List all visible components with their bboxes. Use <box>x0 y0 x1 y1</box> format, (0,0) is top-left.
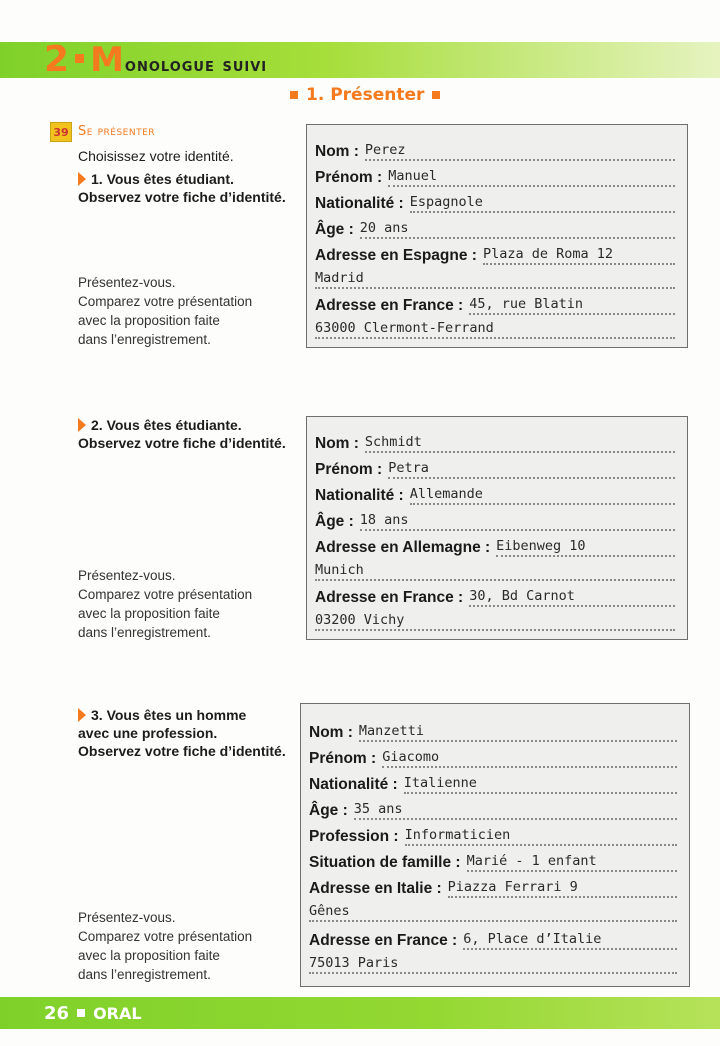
card-row-adresse-2: Adresse en France : 30, Bd Carnot <box>315 583 675 607</box>
field-adresse-1-city: Madrid <box>315 270 675 289</box>
card-row-nationalite: Nationalité : Espagnole <box>315 189 675 213</box>
square-bullet-icon <box>432 91 440 99</box>
field-nationalite: Allemande <box>410 486 675 505</box>
field-adresse-1: Eibenweg 10 <box>496 538 675 557</box>
card-row-prenom: Prénom : Giacomo <box>309 744 677 768</box>
card-row-prenom: Prénom : Petra <box>315 455 675 479</box>
field-nom: Perez <box>365 142 675 161</box>
field-adresse-1: Piazza Ferrari 9 <box>448 879 677 898</box>
section-3-instructions: Présentez-vous. Comparez votre présentation avec la proposition faite dans l’enregistrement. <box>78 910 253 982</box>
field-adresse-2-city: 63000 Clermont-Ferrand <box>315 320 675 339</box>
card-row-adresse-1: Adresse en Allemagne : Eibenweg 10 <box>315 533 675 557</box>
field-adresse-1-city: Gênes <box>309 903 677 922</box>
exercise-number: 39 <box>50 122 72 142</box>
card-row-adresse-1-cont <box>315 265 675 289</box>
id-card-2 <box>306 416 688 640</box>
field-prenom: Giacomo <box>382 749 677 768</box>
field-adresse-2: 30, Bd Carnot <box>469 588 675 607</box>
field-adresse-1-city: Munich <box>315 562 675 581</box>
field-nationalite: Espagnole <box>410 194 675 213</box>
card-row-nom: Nom : Perez <box>315 137 675 161</box>
card-row-age: Âge : 20 ans <box>315 215 675 239</box>
field-age: 35 ans <box>354 801 677 820</box>
card-row-profession: Profession : Informaticien <box>309 822 677 846</box>
id-card-3 <box>300 703 690 987</box>
card-row-adresse-2-cont <box>309 950 677 974</box>
square-bullet-icon <box>77 1009 85 1017</box>
triangle-bullet-icon <box>78 418 86 432</box>
card-row-adresse-2: Adresse en France : 45, rue Blatin <box>315 291 675 315</box>
field-nom: Manzetti <box>359 723 677 742</box>
field-prenom: Manuel <box>388 168 675 187</box>
section-1-intro: 1. Vous êtes étudiant. Observez votre fiche d’identité. <box>78 171 286 205</box>
section-1-instructions: Présentez-vous. Comparez votre présentation avec la proposition faite dans l’enregistrement. <box>78 275 253 347</box>
section-2-intro: 2. Vous êtes étudiante. Observez votre fiche d’identité. <box>78 417 286 451</box>
triangle-bullet-icon <box>78 172 86 186</box>
card-row-adresse-2: Adresse en France : 6, Place d’Italie <box>309 926 677 950</box>
field-adresse-1: Plaza de Roma 12 <box>483 246 675 265</box>
exercise-title: Se présenter <box>78 124 156 139</box>
card-row-adresse-1: Adresse en Espagne : Plaza de Roma 12 <box>315 241 675 265</box>
field-age: 18 ans <box>360 512 675 531</box>
id-card-1 <box>306 124 688 348</box>
page-number: 26 <box>44 1002 70 1024</box>
section-2-instructions: Présentez-vous. Comparez votre présentation avec la proposition faite dans l’enregistrement. <box>78 568 253 640</box>
card-row-adresse-1: Adresse en Italie : Piazza Ferrari 9 <box>309 874 677 898</box>
card-row-age: Âge : 18 ans <box>315 507 675 531</box>
subheading <box>290 83 440 107</box>
card-row-adresse-1-cont <box>309 898 677 922</box>
section-3-intro: 3. Vous êtes un homme avec une profession. Observez votre fiche d’identité. <box>78 707 286 759</box>
field-profession: Informaticien <box>405 827 677 846</box>
square-bullet-icon <box>290 91 298 99</box>
field-age: 20 ans <box>360 220 675 239</box>
card-row-nationalite: Nationalité : Italienne <box>309 770 677 794</box>
card-row-adresse-1-cont <box>315 557 675 581</box>
instruction: Choisissez votre identité. <box>78 148 234 164</box>
card-row-nom: Nom : Manzetti <box>309 718 677 742</box>
field-adresse-2-city: 03200 Vichy <box>315 612 675 631</box>
square-bullet-icon <box>75 54 84 63</box>
card-row-prenom: Prénom : Manuel <box>315 163 675 187</box>
field-adresse-2: 45, rue Blatin <box>469 296 675 315</box>
field-adresse-2: 6, Place d’Italie <box>463 931 677 950</box>
section-title-text: Monologue suivi <box>90 40 268 80</box>
field-nom: Schmidt <box>365 434 675 453</box>
footer-section: ORAL <box>93 1003 142 1023</box>
footer <box>44 1000 142 1026</box>
triangle-bullet-icon <box>78 708 86 722</box>
card-row-situation: Situation de famille : Marié - 1 enfant <box>309 848 677 872</box>
card-row-nom: Nom : Schmidt <box>315 429 675 453</box>
card-row-adresse-2-cont <box>315 607 675 631</box>
section-number: 2 <box>44 39 70 80</box>
field-nationalite: Italienne <box>404 775 677 794</box>
card-row-age: Âge : 35 ans <box>309 796 677 820</box>
card-row-nationalite: Nationalité : Allemande <box>315 481 675 505</box>
subheading-text: 1. Présenter <box>306 85 425 105</box>
field-prenom: Petra <box>388 460 675 479</box>
section-title <box>44 40 267 80</box>
field-adresse-2-city: 75013 Paris <box>309 955 677 974</box>
field-situation: Marié - 1 enfant <box>467 853 677 872</box>
card-row-adresse-2-cont <box>315 315 675 339</box>
